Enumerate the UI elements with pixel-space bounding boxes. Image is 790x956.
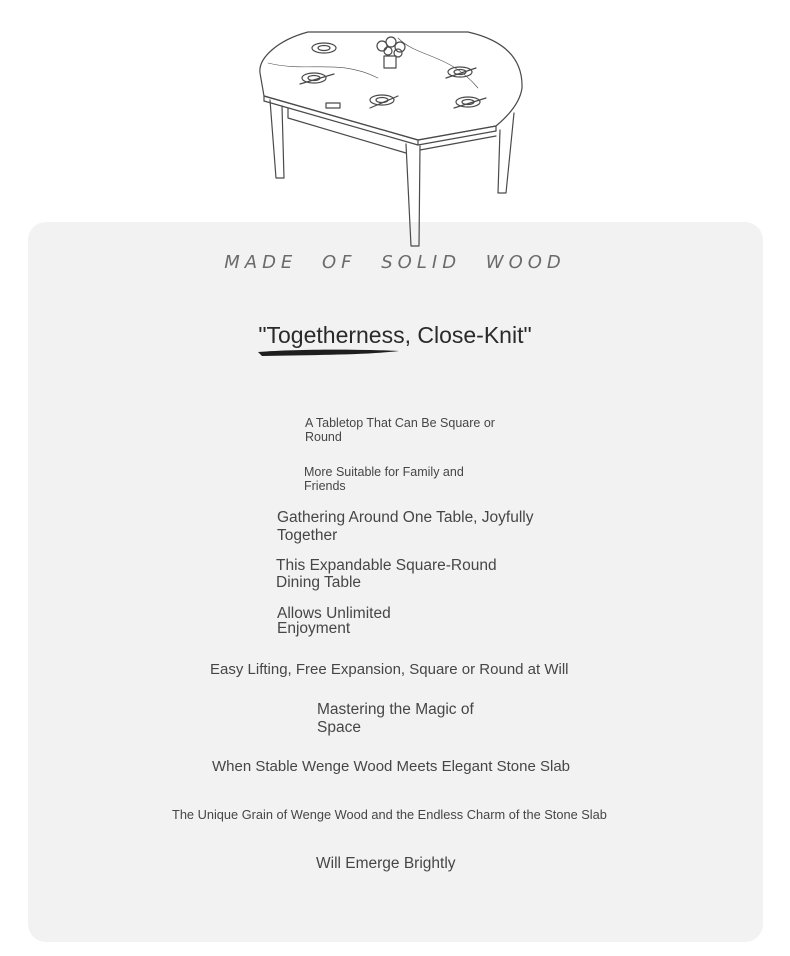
text-line-10: Will Emerge Brightly bbox=[316, 855, 456, 872]
dining-table-sketch-illustration bbox=[248, 18, 538, 253]
headline: "Togetherness, Close-Knit" bbox=[258, 322, 532, 348]
text-line-4: This Expandable Square-Round Dining Table bbox=[276, 557, 497, 592]
tagline: MADE OF SOLID WOOD bbox=[224, 252, 566, 273]
text-line-5: Allows Unlimited Enjoyment bbox=[277, 605, 391, 637]
text-line-6: Easy Lifting, Free Expansion, Square or Round at Will bbox=[210, 661, 569, 678]
text-line-2: More Suitable for Family and Friends bbox=[304, 465, 464, 494]
text-line-7: Mastering the Magic of Space bbox=[317, 701, 474, 736]
text-line-9: The Unique Grain of Wenge Wood and the Endless Charm of the Stone Slab bbox=[172, 807, 607, 822]
text-line-1: A Tabletop That Can Be Square or Round bbox=[305, 416, 495, 445]
text-line-8: When Stable Wenge Wood Meets Elegant Stone Slab bbox=[212, 758, 571, 775]
text-line-3: Gathering Around One Table, Joyfully Together bbox=[277, 509, 534, 544]
brush-underline-decoration bbox=[256, 346, 401, 360]
